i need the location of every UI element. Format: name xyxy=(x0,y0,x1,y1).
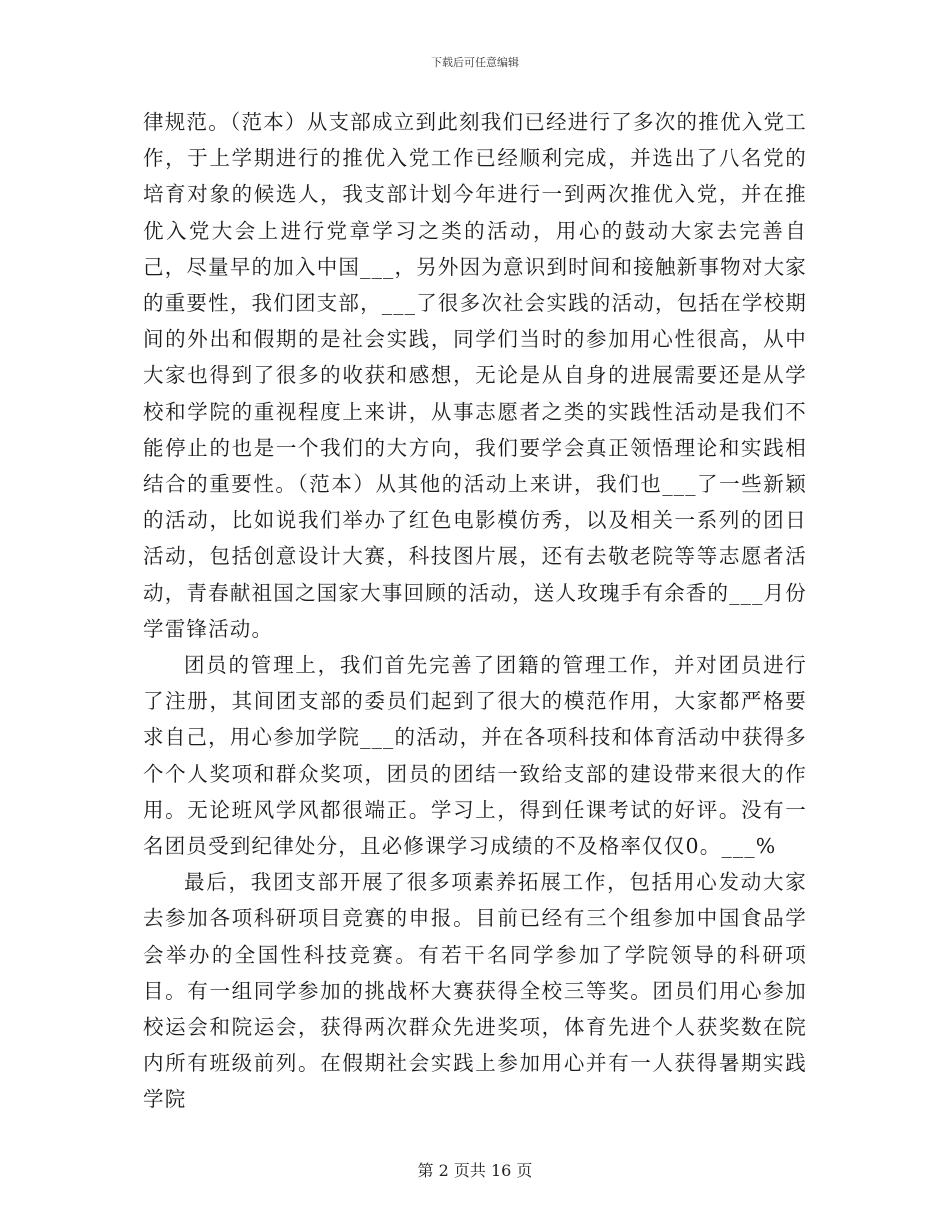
page-header: 下载后可任意编辑 xyxy=(431,56,519,69)
paragraph-3: 最后，我团支部开展了很多项素养拓展工作，包括用心发动大家去参加各项科研项目竞赛的申报。目前已经有三个组参加中国食品学会举办的全国性科技竞赛。有若干名同学参加了学院领导的科研项目。有一组同学参加的挑战杯大赛获得全校三等奖。团员们用心参加校运会和院运会，获得两次群众先进奖项，体育先进个人获奖数在院内所有班级前列。在假期社会实践上参加用心并有一人获得暑期实践学院 xyxy=(143,870,807,1112)
page-number-footer: 第 2 页共 16 页 xyxy=(417,1161,533,1180)
paragraph-2: 团员的管理上，我们首先完善了团籍的管理工作，并对团员进行了注册，其间团支部的委员们起到了很大的模范作用，大家都严格要求自己，用心参加学院___的活动，并在各项科技和体育活动中获得多个个人奖项和群众奖项，团员的团结一致给支部的建设带来很大的作用。无论班风学风都很端正。学习上，得到任课考试的好评。没有一名团员受到纪律处分，且必修课学习成绩的不及格率仅仅0。___% xyxy=(143,653,807,859)
document-body xyxy=(143,104,807,1118)
paragraph-1: 律规范。（范本）从支部成立到此刻我们已经进行了多次的推优入党工作，于上学期进行的推优入党工作已经顺利完成，并选出了八名党的培育对象的候选人，我支部计划今年进行一到两次推优入党，并在推优入党大会上进行党章学习之类的活动，用心的鼓动大家去完善自己，尽量早的加入中国___，另外因为意识到时间和接触新事物对大家的重要性，我们团支部，___了很多次社会实践的活动，包括在学校期间的外出和假期的是社会实践，同学们当时的参加用心性很高，从中大家也得到了很多的收获和感想，无论是从自身的进展需要还是从学校和学院的重视程度上来讲，从事志愿者之类的实践性活动是我们不能停止的也是一个我们的大方向，我们要学会真正领悟理论和实践相结合的重要性。（范本）从其他的活动上来讲，我们也___了一些新颖的活动，比如说我们举办了红色电影模仿秀，以及相关一系列的团日活动，包括创意设计大赛，科技图片展，还有去敬老院等等志愿者活动，青春献祖国之国家大事回顾的活动，送人玫瑰手有余香的___月份学雷锋活动。 xyxy=(143,110,807,641)
